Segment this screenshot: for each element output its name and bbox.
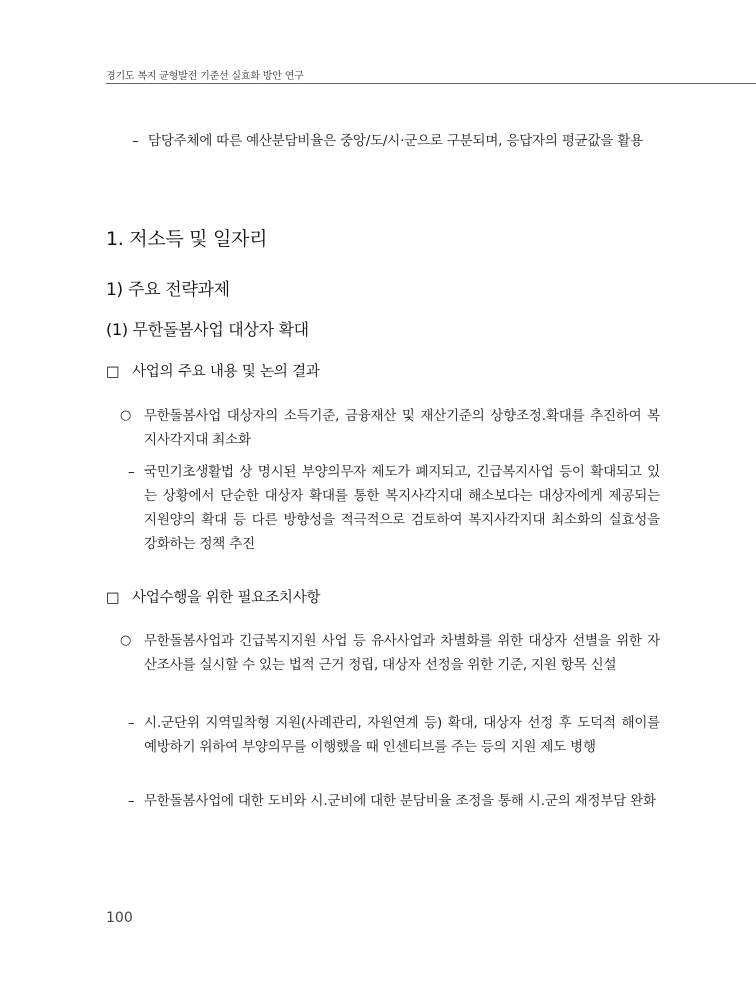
- intro-dash-item: [132, 129, 660, 153]
- part2-dash1-text: 시․군단위 지역밀착형 지원(사례관리, 자원연계 등) 확대, 대상자 선정 후 도덕적 해이를 예방하기 위하여 부양의무를 이행했을 때 인센티브를 주는 등의 지원 제도 병행: [144, 715, 660, 755]
- part2-circle-item: [120, 629, 660, 677]
- dash-marker: –: [132, 133, 139, 149]
- header-rule: [106, 83, 756, 84]
- checkbox-square-icon: □: [106, 590, 120, 606]
- part1-circle-text: 무한돌봄사업 대상자의 소득기준, 금융재산 및 재산기준의 상향조정․확대를 추진하여 복지사각지대 최소화: [144, 408, 660, 448]
- part1-circle-item: [120, 404, 660, 452]
- section-title: 1. 저소득 및 일자리: [106, 228, 268, 250]
- checkbox-square-icon: □: [106, 364, 120, 380]
- part2-circle-text: 무한돌봄사업과 긴급복지지원 사업 등 유사사업과 차별화를 위한 대상자 선별을 위한 자산조사를 실시할 수 있는 법적 근거 정립, 대상자 선정을 위한 기준, 지원 항목 신설: [144, 633, 660, 673]
- part2-dash2-text: 무한돌봄사업에 대한 도비와 시․군비에 대한 분담비율 조정을 통해 시․군의 재정부담 완화: [144, 793, 656, 809]
- part2-heading: [106, 586, 320, 610]
- page-number: 100: [106, 910, 133, 926]
- dash-marker: –: [128, 464, 135, 480]
- subsection-title: 1) 주요 전략과제: [106, 280, 230, 300]
- circle-bullet-icon: ○: [120, 633, 132, 648]
- part1-heading-text: 사업의 주요 내용 및 논의 결과: [132, 364, 320, 380]
- circle-bullet-icon: ○: [120, 408, 132, 423]
- part1-dash-text: 국민기초생활법 상 명시된 부양의무자 제도가 폐지되고, 긴급복지사업 등이 확대되고 있는 상황에서 단순한 대상자 확대를 통한 복지사각지대 해소보다는 대상자에게 제공되는 지원양의 확대 등 다른 방향성을 적극적으로 검토하여 복지사각지대 최소화의 실효성을 강화하는 정책 추진: [144, 464, 660, 552]
- part2-dash-item-2: [128, 789, 660, 813]
- part2-dash-item-1: [128, 711, 660, 759]
- item-title: (1) 무한돌봄사업 대상자 확대: [106, 320, 309, 339]
- part1-dash-item: [128, 460, 660, 556]
- dash-marker: –: [128, 793, 135, 809]
- running-header: 경기도 복지 균형발전 기준선 실효화 방안 연구: [106, 71, 304, 82]
- intro-text: 담당주체에 따른 예산분담비율은 중앙/도/시·군으로 구분되며, 응답자의 평균값을 활용: [148, 133, 643, 149]
- dash-marker: –: [128, 715, 135, 731]
- part2-heading-text: 사업수행을 위한 필요조치사항: [132, 590, 321, 606]
- part1-heading: [106, 360, 320, 384]
